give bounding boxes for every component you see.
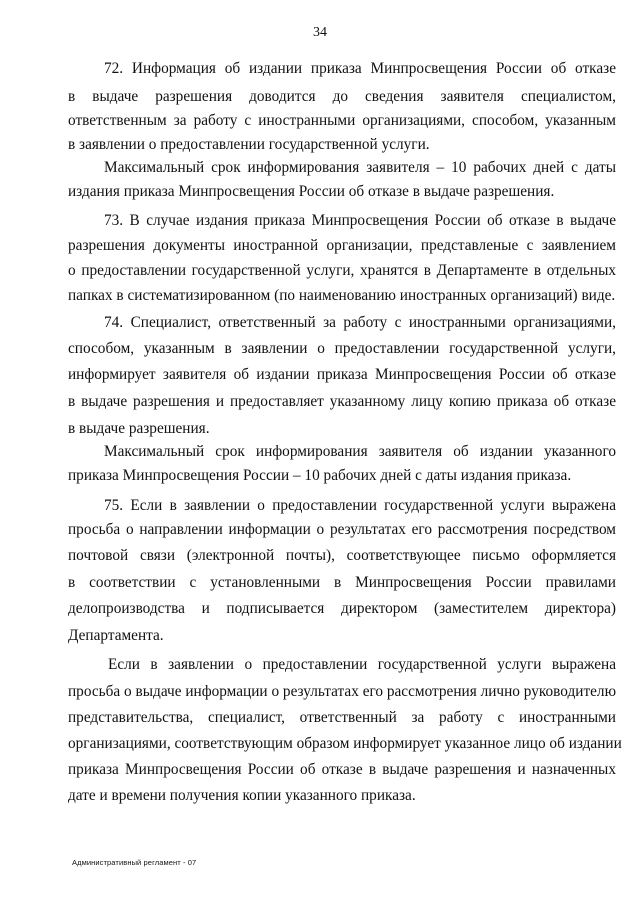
term-72-line-2: издания приказа Минпросвещения России об отказе в выдаче разрешения. (68, 183, 555, 200)
term-72-line-1: Максимальный срок информирования заявителя – 10 рабочих дней с даты (104, 159, 616, 176)
paragraph-74-line-3: информирует заявителя об издании приказа Минпросвещения России об отказе (68, 366, 616, 383)
personal-line-1: Если в заявлении о предоставлении государственной услуги выражена (108, 656, 616, 673)
paragraph-74-line-5: в выдаче разрешения. (68, 420, 210, 437)
footer-regulation-label: Административный регламент - 07 (72, 858, 197, 867)
paragraph-72-line-1: 72. Информация об издании приказа Минпросвещения России об отказе (104, 60, 616, 77)
paragraph-74-line-4: в выдаче разрешения и предоставляет указанному лицу копию приказа об отказе (68, 393, 616, 410)
personal-line-2: просьба о выдаче информации о результатах его рассмотрения лично руководителю (68, 683, 616, 700)
personal-line-5: приказа Минпросвещения России об отказе в выдаче разрешения и назначенных (68, 761, 616, 778)
personal-line-3: представительства, специалист, ответственный за работу с иностранными (68, 709, 616, 726)
paragraph-72-line-2: в выдаче разрешения доводится до сведения заявителя специалистом, (68, 88, 616, 105)
term-74-line-2: приказа Минпросвещения России – 10 рабочих дней с даты издания приказа. (68, 467, 572, 484)
paragraph-73-line-1: 73. В случае издания приказа Минпросвещения России об отказе в выдаче (104, 212, 616, 229)
paragraph-72-line-4: в заявлении о предоставлении государственной услуги. (68, 136, 430, 153)
paragraph-75-line-5: делопроизводства и подписывается директором (заместителем директора) (68, 600, 616, 617)
paragraph-72-line-3: ответственным за работу с иностранными организациями, способом, указанным (68, 112, 616, 129)
paragraph-73-line-2: разрешения документы иностранной организации, представленые с заявлением (68, 237, 616, 254)
term-74-line-1: Максимальный срок информирования заявителя об издании указанного (104, 443, 616, 460)
paragraph-75-line-6: Департамента. (68, 627, 164, 644)
paragraph-74-line-1: 74. Специалист, ответственный за работу с иностранными организациями, (104, 314, 616, 331)
personal-line-4: организациями, соответствующим образом информирует указанное лицо об издании (68, 735, 622, 752)
paragraph-74-line-2: способом, указанным в заявлении о предоставлении государственной услуги, (68, 340, 616, 357)
paragraph-75-line-2: просьба о направлении информации о результатах его рассмотрения посредством (68, 521, 616, 538)
page-number: 34 (313, 25, 327, 40)
paragraph-75-line-3: почтовой связи (электронной почты), соответствующее письмо оформляется (68, 547, 616, 564)
paragraph-73-line-4: папках в систематизированном (по наименованию иностранных организаций) виде. (68, 287, 616, 304)
paragraph-75-line-1: 75. Если в заявлении о предоставлении государственной услуги выражена (104, 497, 616, 514)
personal-line-6: дате и времени получения копии указанного приказа. (68, 787, 416, 804)
paragraph-73-line-3: о предоставлении государственной услуги, хранятся в Департаменте в отдельных (68, 262, 616, 279)
paragraph-75-line-4: в соответствии с установленными в Минпросвещения России правилами (68, 574, 616, 591)
